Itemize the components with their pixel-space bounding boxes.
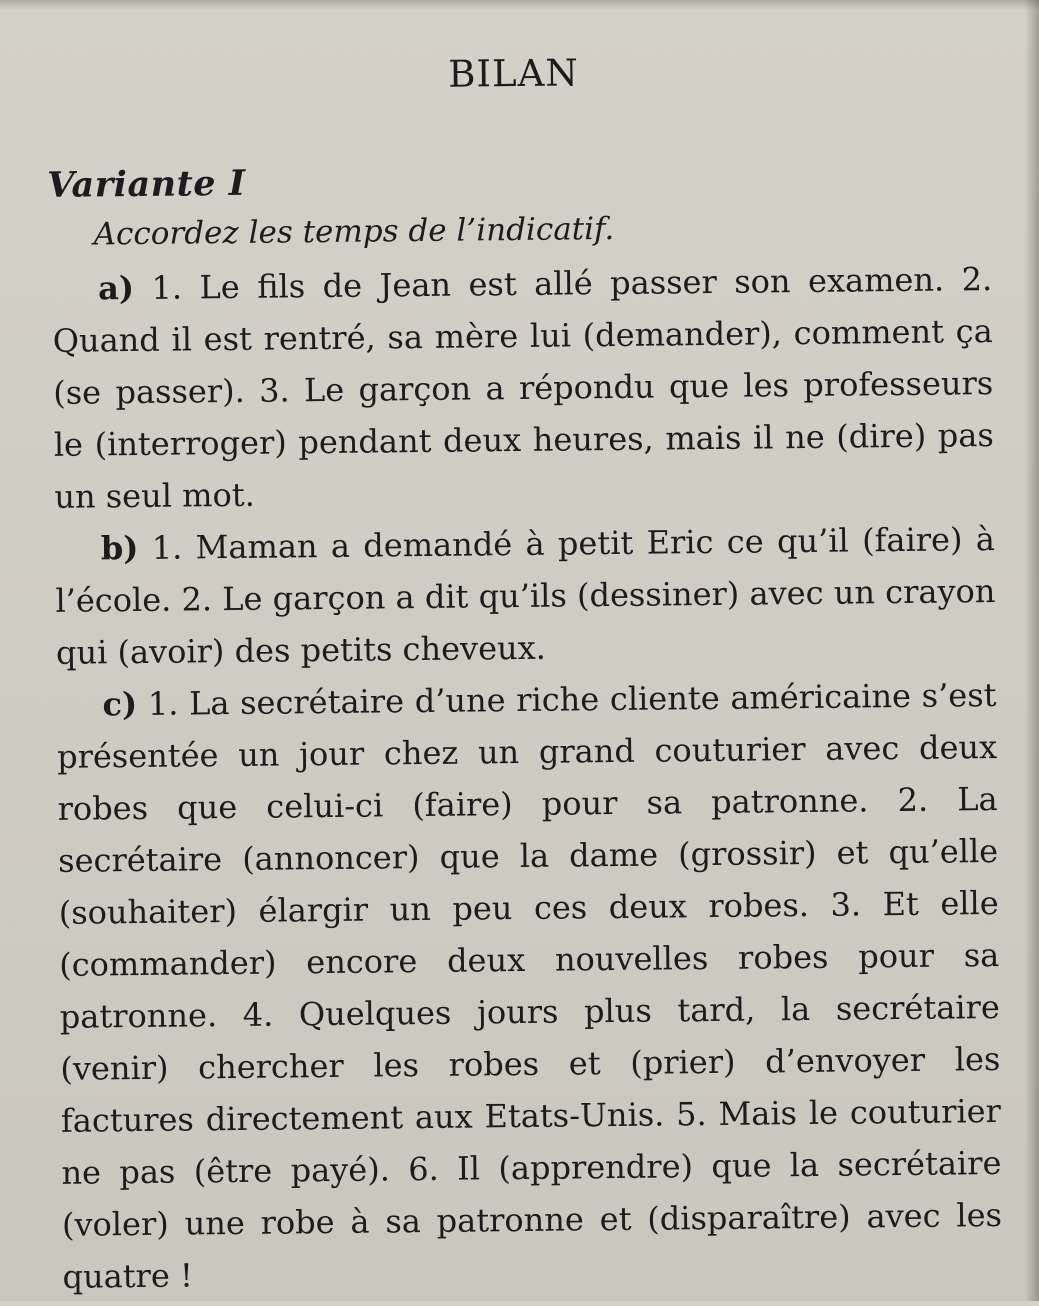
exercise-paragraph-a [52,253,995,523]
page-title: BILAN [447,51,579,96]
paragraph-label: c) [102,685,138,724]
exercise-paragraph-c [56,669,1002,1303]
paragraph-label: a) [97,269,135,308]
section-heading: Variante I [46,162,246,206]
page-edge-shadow [1025,0,1039,1301]
paragraph-text: 1. Le fils de Jean est allé passer son examen. 2. Quand il est rentré, sa mère lui (demander), comment ça (se passer). 3. Le garçon a répondu que les professeurs le (interroger) pendant deux heures, mais il ne (dire) pas un seul mot. [52,260,994,516]
paragraph-text: 1. Maman a demandé à petit Eric ce qu’il (faire) à l’école. 2. Le garçon a dit qu’ils (dessiner) avec un crayon qui (avoir) des petits cheveux. [55,520,996,672]
paragraph-text: 1. La secrétaire d’une riche cliente américaine s’est présentée un jour chez un grand couturier avec deux robes que celui-ci (faire) pour sa patronne. 2. La secrétaire (annoncer) que la dame (grossir) et qu’elle (souhaiter) élargir un peu ces deux robes. 3. Et elle (commander) encore deux nouvelles robes pour sa patronne. 4. Quelques jours plus tard, la secrétaire (venir) chercher les robes et (prier) d’envoyer les factures directement aux Etats-Unis. 5. Mais le couturier ne pas (être payé). 6. Il (apprendre) que la secrétaire (voler) une robe à sa patronne et (disparaître) avec les quatre ! [56,676,1003,1296]
exercise-instruction: Accordez les temps de l’indicatif. [93,210,615,253]
exercise-body [52,253,1003,1303]
paragraph-label: b) [100,528,139,568]
exercise-paragraph-b [55,513,997,679]
